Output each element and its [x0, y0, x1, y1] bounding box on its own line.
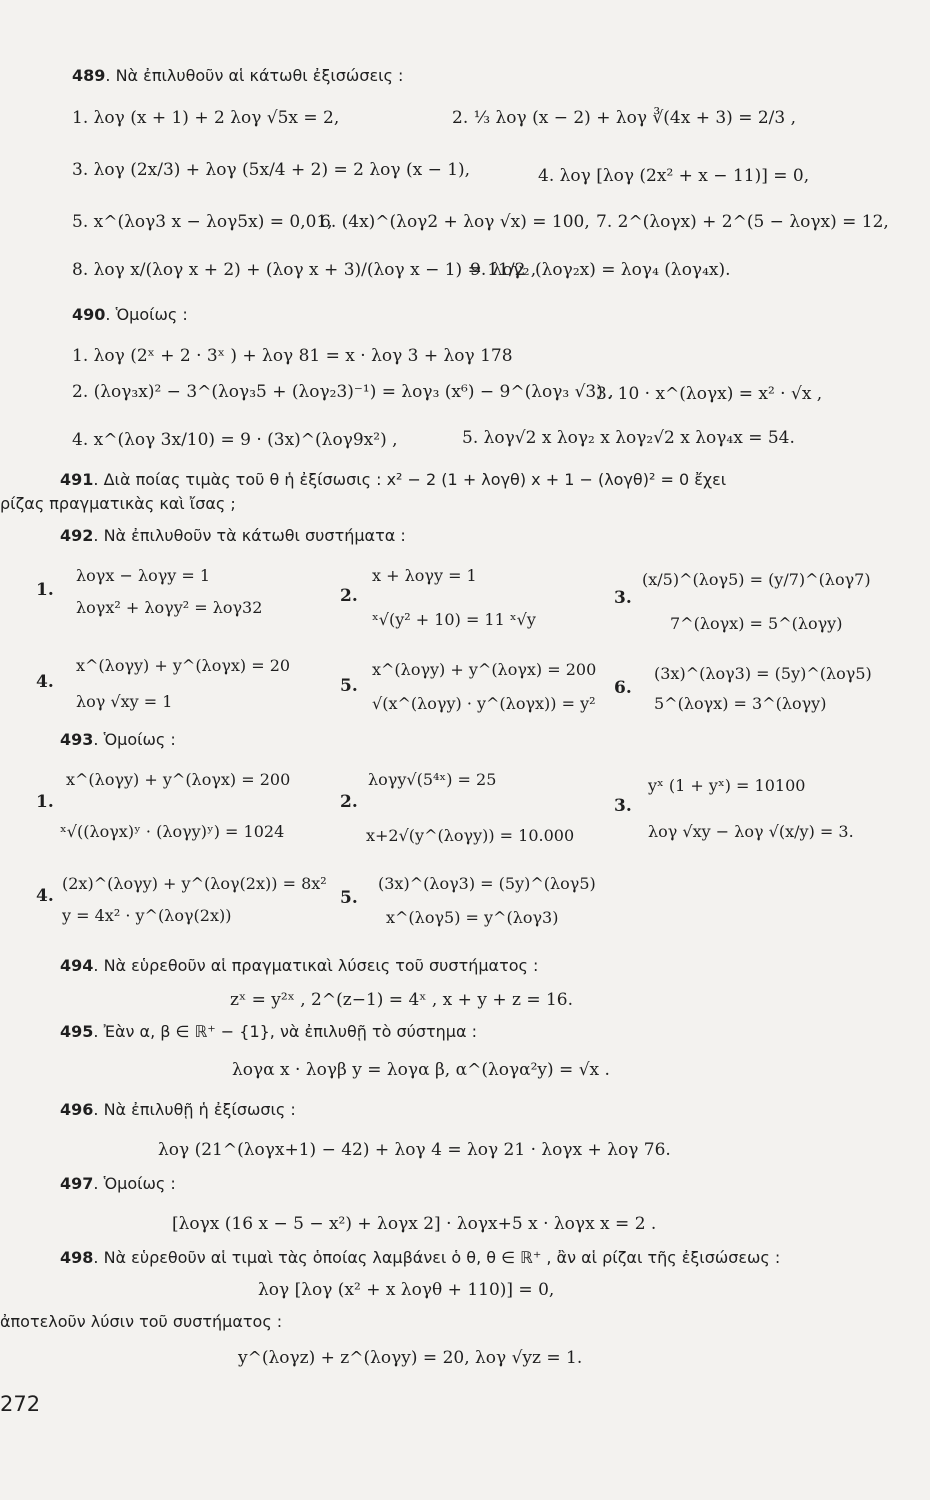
system-label: 5. — [340, 888, 358, 908]
problem-title: . Νὰ ἐπιλυθοῦν τὰ κάτωθι συστήματα : — [93, 526, 406, 545]
eq-490-5: 5. λογ√2 x λογ₂ x λογ₂√2 x λογ₄x = 54. — [462, 428, 795, 448]
system-label: 4. — [36, 886, 54, 906]
problem-title: . Νὰ εὑρεθοῦν αἱ πραγματικαὶ λύσεις τοῦ συστήματος : — [93, 956, 539, 975]
system-492-3-line2: 7^(λογx) = 5^(λογy) — [670, 614, 843, 633]
system-label: 2. — [340, 586, 358, 606]
problem-490-heading — [72, 305, 188, 325]
page-number: 272 — [0, 1392, 41, 1416]
problem-496-heading — [60, 1100, 296, 1120]
system-492-3-line1: (x/5)^(λογ5) = (y/7)^(λογ7) — [642, 570, 871, 589]
system-label: 6. — [614, 678, 632, 698]
eq-495: λογα x · λογβ y = λογα β, α^(λογα²y) = √x . — [232, 1060, 610, 1080]
system-492-2-line2: ˣ√(y² + 10) = 11 ˣ√y — [372, 610, 536, 629]
eq-489-6: 6. (4x)^(λογ2 + λογ √x) = 100, — [320, 212, 590, 232]
eq-490-4: 4. x^(λογ 3x/10) = 9 · (3x)^(λογ9x²) , — [72, 430, 398, 450]
system-493-3-line1: yˣ (1 + yˣ) = 10100 — [648, 776, 806, 795]
system-493-4-line1: (2x)^(λογy) + y^(λογ(2x)) = 8x² — [62, 874, 327, 893]
system-493-2-line2: x+2√(y^(λογy)) = 10.000 — [366, 826, 575, 845]
problem-number: 496 — [60, 1100, 94, 1119]
system-label: 1. — [36, 792, 54, 812]
eq-490-2: 2. (λογ₃x)² − 3^(λογ₃5 + (λογ₂3)⁻¹) = λογ₃ (x⁶) − 9^(λογ₃ √3) , — [72, 382, 614, 402]
problem-title: . Ἐὰν α, β ∈ ℝ⁺ − {1}, νὰ ἐπιλυθῇ τὸ σύστημα : — [93, 1022, 477, 1041]
system-492-1-line1: λογx − λογy = 1 — [76, 566, 211, 585]
eq-490-3: 3. 10 · x^(λογx) = x² · √x , — [596, 384, 823, 404]
eq-489-3: 3. λογ (2x/3) + λογ (5x/4 + 2) = 2 λογ (x − 1), — [72, 160, 471, 180]
system-492-2-line1: x + λογy = 1 — [372, 566, 477, 585]
problem-489-heading — [72, 66, 403, 86]
system-label: 1. — [36, 580, 54, 600]
system-493-1-line2: ˣ√((λογx)ʸ · (λογy)ʸ) = 1024 — [60, 822, 285, 841]
problem-number: 492 — [60, 526, 94, 545]
problem-title: . Ὁμοίως : — [105, 305, 188, 324]
system-492-6-line1: (3x)^(λογ3) = (5y)^(λογ5) — [654, 664, 872, 683]
eq-489-5: 5. x^(λογ3 x − λογ5x) = 0,01, — [72, 212, 333, 232]
system-492-4-line2: λογ √xy = 1 — [76, 692, 173, 711]
system-493-2-line1: λογy√(5⁴ˣ) = 25 — [368, 770, 497, 789]
problem-491-cont: ρίζας πραγματικὰς καὶ ἴσας ; — [0, 494, 236, 513]
problem-title: . Ὁμοίως : — [93, 730, 176, 749]
system-492-4-line1: x^(λογy) + y^(λογx) = 20 — [76, 656, 291, 675]
problem-498-cont: ἀποτελοῦν λύσιν τοῦ συστήματος : — [0, 1312, 283, 1331]
system-493-1-line1: x^(λογy) + y^(λογx) = 200 — [66, 770, 291, 789]
eq-489-9: 9. λογ₂ (λογ₂x) = λογ₄ (λογ₄x). — [470, 260, 731, 280]
problem-491 — [60, 470, 726, 490]
problem-number: 497 — [60, 1174, 94, 1193]
system-493-4-line2: y = 4x² · y^(λογ(2x)) — [62, 906, 232, 925]
problem-text: . Διὰ ποίας τιμὰς τοῦ θ ἡ ἐξίσωσις : x² − 2 (1 + λογθ) x + 1 − (λογθ)² = 0 ἔχει — [93, 470, 727, 489]
problem-number: 495 — [60, 1022, 94, 1041]
system-492-5-line2: √(x^(λογy) · y^(λογx)) = y² — [372, 694, 596, 713]
problem-title: . Νὰ ἐπιλυθοῦν αἱ κάτωθι ἐξισώσεις : — [105, 66, 404, 85]
problem-number: 493 — [60, 730, 94, 749]
system-492-1-line2: λογx² + λογy² = λογ32 — [76, 598, 263, 617]
system-492-5-line1: x^(λογy) + y^(λογx) = 200 — [372, 660, 597, 679]
eq-489-1: 1. λογ (x + 1) + 2 λογ √5x = 2, — [72, 108, 340, 128]
problem-number: 489 — [72, 66, 106, 85]
problem-498-heading — [60, 1248, 780, 1268]
eq-489-2: 2. ⅓ λογ (x − 2) + λογ ∛(4x + 3) = 2/3 , — [452, 108, 797, 128]
eq-489-7: 7. 2^(λογx) + 2^(5 − λογx) = 12, — [596, 212, 889, 232]
system-label: 5. — [340, 676, 358, 696]
problem-number: 498 — [60, 1248, 94, 1267]
problem-title: . Νὰ ἐπιλυθῇ ἡ ἐξίσωσις : — [93, 1100, 296, 1119]
system-493-5-line1: (3x)^(λογ3) = (5y)^(λογ5) — [378, 874, 596, 893]
eq-489-8: 8. λογ x/(λογ x + 2) + (λογ x + 3)/(λογ x − 1) = 11/2 , — [72, 260, 537, 280]
eq-496: λογ (21^(λογx+1) − 42) + λογ 4 = λογ 21 · λογx + λογ 76. — [158, 1140, 671, 1160]
problem-title: . Νὰ εὑρεθοῦν αἱ τιμαὶ τὰς ὁποίας λαμβάνει ὁ θ, θ ∈ ℝ⁺ , ἂν αἱ ρίζαι τῆς ἐξισώσεως : — [93, 1248, 781, 1267]
system-492-6-line2: 5^(λογx) = 3^(λογy) — [654, 694, 827, 713]
problem-494-heading — [60, 956, 538, 976]
problem-number: 494 — [60, 956, 94, 975]
problem-title: . Ὁμοίως : — [93, 1174, 176, 1193]
system-493-5-line2: x^(λογ5) = y^(λογ3) — [386, 908, 559, 927]
eq-497: [λογx (16 x − 5 − x²) + λογx 2] · λογx+5 x · λογx x = 2 . — [172, 1214, 657, 1234]
eq-498-2: y^(λογz) + z^(λογy) = 20, λογ √yz = 1. — [238, 1348, 583, 1368]
eq-494: zˣ = y²ˣ , 2^(z−1) = 4ˣ , x + y + z = 16. — [230, 990, 574, 1010]
problem-497-heading — [60, 1174, 176, 1194]
problem-492-heading — [60, 526, 406, 546]
problem-495-heading — [60, 1022, 477, 1042]
system-493-3-line2: λογ √xy − λογ √(x/y) = 3. — [648, 822, 854, 841]
eq-490-1: 1. λογ (2ˣ + 2 · 3ˣ ) + λογ 81 = x · λογ 3 + λογ 178 — [72, 346, 513, 366]
problem-493-heading — [60, 730, 176, 750]
system-label: 3. — [614, 796, 632, 816]
eq-489-4: 4. λογ [λογ (2x² + x − 11)] = 0, — [538, 166, 810, 186]
system-label: 3. — [614, 588, 632, 608]
eq-498-1: λογ [λογ (x² + x λογθ + 110)] = 0, — [258, 1280, 555, 1300]
problem-number: 491 — [60, 470, 94, 489]
problem-number: 490 — [72, 305, 106, 324]
system-label: 4. — [36, 672, 54, 692]
system-label: 2. — [340, 792, 358, 812]
